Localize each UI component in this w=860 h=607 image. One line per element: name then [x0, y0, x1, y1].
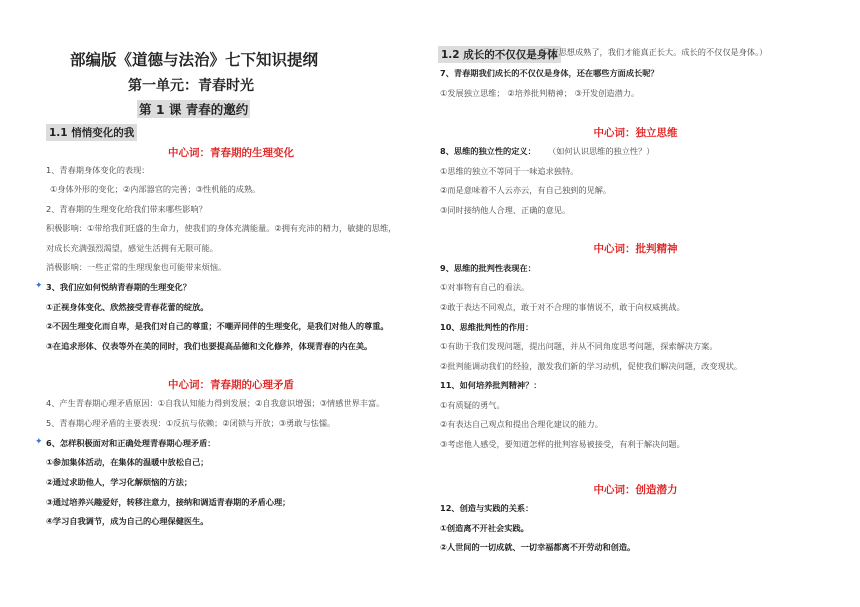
- left-line-q4: 4、产生青春期心理矛盾原因：①自我认知能力得到发展；②自我意识增强；③情感世界丰富。: [46, 398, 385, 408]
- answer-3-1: ①正视身体变化、欣然接受青春花蕾的绽放。: [46, 302, 209, 312]
- answer-3-3: ③在追求形体、仪表等外在美的同时，我们也要提高品德和文化修养，体现青春的内在美。: [46, 341, 373, 351]
- left-line-5: 对成长充满强烈渴望，感觉生活拥有无限可能。: [46, 243, 218, 253]
- keyword-critical-spirit: 中心词：批判精神: [593, 243, 678, 255]
- question-10: 10、思维批判性的作用：: [440, 322, 534, 332]
- answer-7: ①发展独立思维； ②培养批判精神； ③开发创造潜力。: [440, 88, 640, 98]
- question-6: 6、怎样积极面对和正确处理青春期心理矛盾：: [46, 438, 216, 448]
- left-line-q5: 5、青春期心理矛盾的主要表现：①反抗与依赖；②闭锁与开放；③勇敢与怯懦。: [46, 418, 336, 428]
- section-note: （只有思想成熟了，我们才能真正长大。成长的不仅仅是身体。）: [534, 47, 768, 57]
- question-8-note: （如何认识思维的独立性？）: [548, 146, 655, 156]
- answer-8-2: ②而是意味着不人云亦云，有自己独到的见解。: [440, 185, 612, 195]
- sparkle-icon: ✦: [35, 281, 43, 291]
- section-heading-1-1: 1.1 悄悄变化的我: [46, 124, 137, 141]
- answer-6-4: ④学习自我调节，成为自己的心理保健医生。: [46, 516, 209, 526]
- keyword-psychological-conflict: 中心词：青春期的心理矛盾: [168, 379, 294, 391]
- question-7: 7、青春期我们成长的不仅仅是身体，还在哪些方面成长呢？: [440, 68, 659, 78]
- answer-12-2: ②人世间的一切成就、一切幸福都离不开劳动和创造。: [440, 542, 636, 552]
- question-3: 3、我们应如何悦纳青春期的生理变化？: [46, 282, 191, 292]
- question-9: 9、思维的批判性表现在：: [440, 263, 536, 273]
- answer-11-1: ①有质疑的勇气。: [440, 400, 505, 410]
- answer-8-3: ③同时接纳他人合理、正确的意见。: [440, 205, 571, 215]
- lesson-title: 第 1 课 青春的邀约: [139, 102, 249, 117]
- left-line-3: 2、青春期的生理变化给我们带来哪些影响？: [46, 204, 207, 214]
- page-title: 部编版《道德与法治》七下知识提纲: [70, 51, 319, 69]
- left-line-1: 1、青春期身体变化的表现：: [46, 165, 150, 175]
- answer-10-1: ①有助于我们发现问题，提出问题，并从不同角度思考问题，探索解决方案。: [440, 341, 718, 351]
- left-line-2: ①身体外形的变化；②内部器官的完善；③性机能的成熟。: [50, 184, 261, 194]
- answer-6-3: ③通过培养兴趣爱好，转移注意力，接纳和调适青春期的矛盾心理；: [46, 497, 291, 507]
- answer-8-1: ①思维的独立不等同于一味追求独特。: [440, 166, 579, 176]
- answer-12-1: ①创造离不开社会实践。: [440, 523, 529, 533]
- question-12: 12、创造与实践的关系：: [440, 503, 534, 513]
- keyword-physiological-change: 中心词：青春期的生理变化: [168, 147, 294, 159]
- answer-11-2: ②有表达自己观点和提出合理化建议的能力。: [440, 419, 603, 429]
- answer-11-3: ③考虑他人感受，要知道怎样的批判容易被接受，有利于解决问题。: [440, 439, 685, 449]
- answer-10-2: ②批判能调动我们的经验，激发我们新的学习动机，促使我们解决问题，改变现状。: [440, 361, 743, 371]
- answer-6-1: ①参加集体活动，在集体的温暖中放松自己；: [46, 457, 209, 467]
- keyword-independent-thinking: 中心词：独立思维: [593, 127, 678, 139]
- answer-3-2: ②不因生理变化而自卑，是我们对自己的尊重；不嘲弄同伴的生理变化，是我们对他人的尊重。: [46, 321, 389, 331]
- left-line-4: 积极影响：①带给我们旺盛的生命力，使我们的身体充满能量。②拥有充沛的精力，敏捷的思维，: [46, 223, 397, 233]
- answer-9-1: ①对事物有自己的看法。: [440, 282, 530, 292]
- question-11: 11、如何培养批判精神？：: [440, 380, 542, 390]
- left-line-6: 消极影响：一些正常的生理现象也可能带来烦恼。: [46, 262, 227, 272]
- answer-9-2: ②敢于表达不同观点，敢于对不合理的事情说不，敢于向权威挑战。: [440, 302, 685, 312]
- answer-6-2: ②通过求助他人，学习化解烦恼的方法；: [46, 477, 193, 487]
- sparkle-icon: ✦: [35, 437, 43, 447]
- keyword-creative-potential: 中心词：创造潜力: [593, 484, 678, 496]
- unit-title: 第一单元：青春时光: [128, 78, 254, 94]
- question-8: 8、思维的独立性的定义：: [440, 146, 536, 156]
- section-heading-1-2: 1.2 成长的不仅仅是身体: [438, 46, 561, 63]
